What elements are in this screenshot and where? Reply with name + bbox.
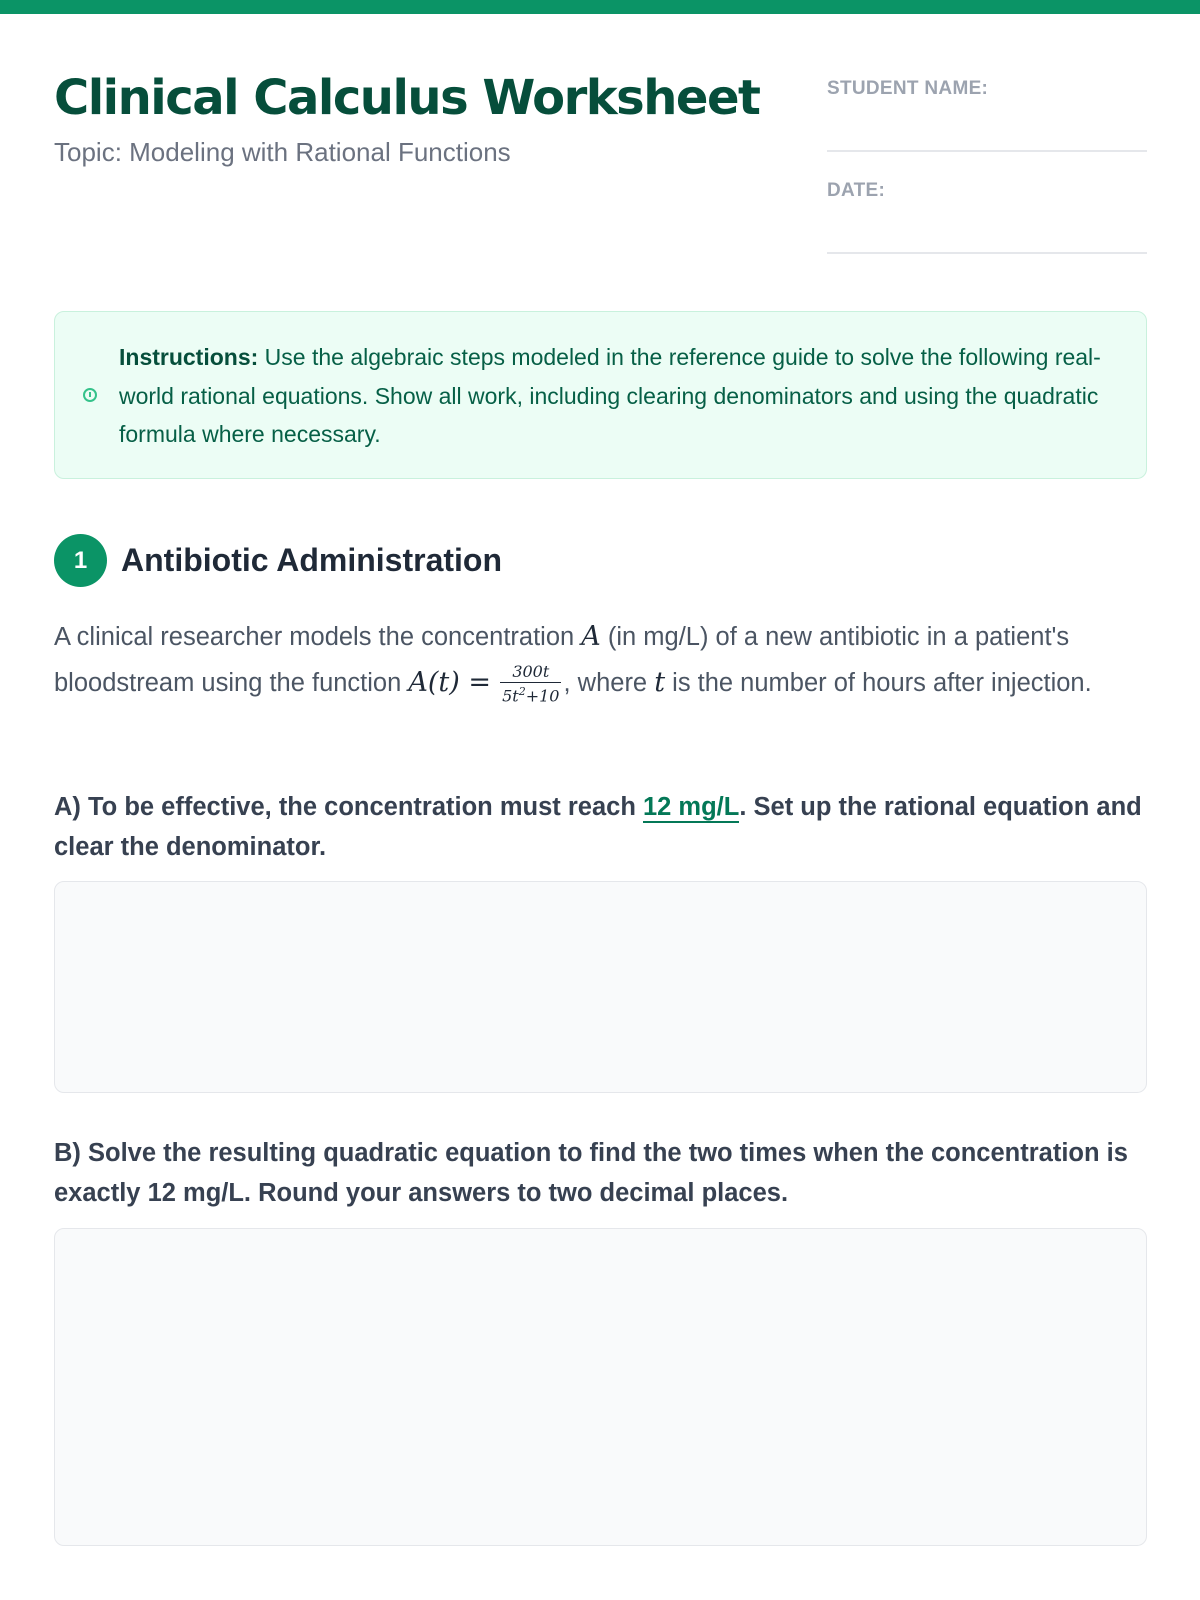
student-name-label: STUDENT NAME: xyxy=(827,78,989,99)
date-field[interactable] xyxy=(827,178,1147,280)
fraction-numerator: 300t xyxy=(500,664,561,683)
function-fraction xyxy=(500,664,561,704)
denominator-term: 5t xyxy=(502,686,519,706)
function-comma: , xyxy=(563,669,571,697)
problem-text-part-1: A clinical researcher models the concentration xyxy=(54,623,582,651)
fraction-denominator xyxy=(500,683,561,704)
answer-box-a[interactable] xyxy=(54,881,1147,1093)
page-subtitle: Topic: Modeling with Rational Functions xyxy=(54,137,511,167)
denominator-constant: +10 xyxy=(525,686,560,706)
instructions-callout xyxy=(54,311,1147,479)
top-accent-bar xyxy=(0,0,1200,14)
denominator-exponent: 2 xyxy=(518,685,526,699)
question-b: B) Solve the resulting quadratic equation to find the two times when the concentration is exactly 12 mg/L. Round your answers to two decimal places. xyxy=(54,1139,1128,1207)
problem-text-part-4: is the number of hours after injection. xyxy=(665,669,1092,697)
section-number-badge: 1 xyxy=(54,534,107,587)
variable-a: A xyxy=(581,621,601,652)
instructions-label: Instructions: xyxy=(119,344,259,370)
function-lhs: A(t) = xyxy=(408,667,492,698)
question-a-text-2: . Set up the rational equation and clear the denominator. xyxy=(54,793,1142,861)
student-name-line xyxy=(827,150,1147,152)
worksheet-header xyxy=(54,60,1147,270)
variable-t: t xyxy=(654,667,666,698)
info-icon xyxy=(83,388,97,402)
page-title: Clinical Calculus Worksheet xyxy=(54,70,760,126)
answer-box-b[interactable] xyxy=(54,1228,1147,1546)
question-a-highlight: 12 mg/L xyxy=(642,793,740,821)
instructions-body: Use the algebraic steps modeled in the reference guide to solve the following real-world rational equations. Show all work, including clearing denominators and using the quadratic formula where necessary. xyxy=(119,344,1101,447)
date-line xyxy=(827,252,1147,254)
question-a xyxy=(54,787,1147,867)
problem-description xyxy=(54,614,1147,706)
problem-text-part-3: where xyxy=(570,669,655,697)
date-label: DATE: xyxy=(827,180,886,201)
problem-text-part-2: (in mg/L) of a new antibiotic in a patient's bloodstream using the function xyxy=(54,623,1070,697)
instructions-text xyxy=(119,338,1119,454)
question-a-text-1: A) To be effective, the concentration must reach xyxy=(54,793,643,821)
student-name-field[interactable] xyxy=(827,76,1147,178)
student-info xyxy=(827,76,1147,280)
section-title: Antibiotic Administration xyxy=(121,542,503,578)
